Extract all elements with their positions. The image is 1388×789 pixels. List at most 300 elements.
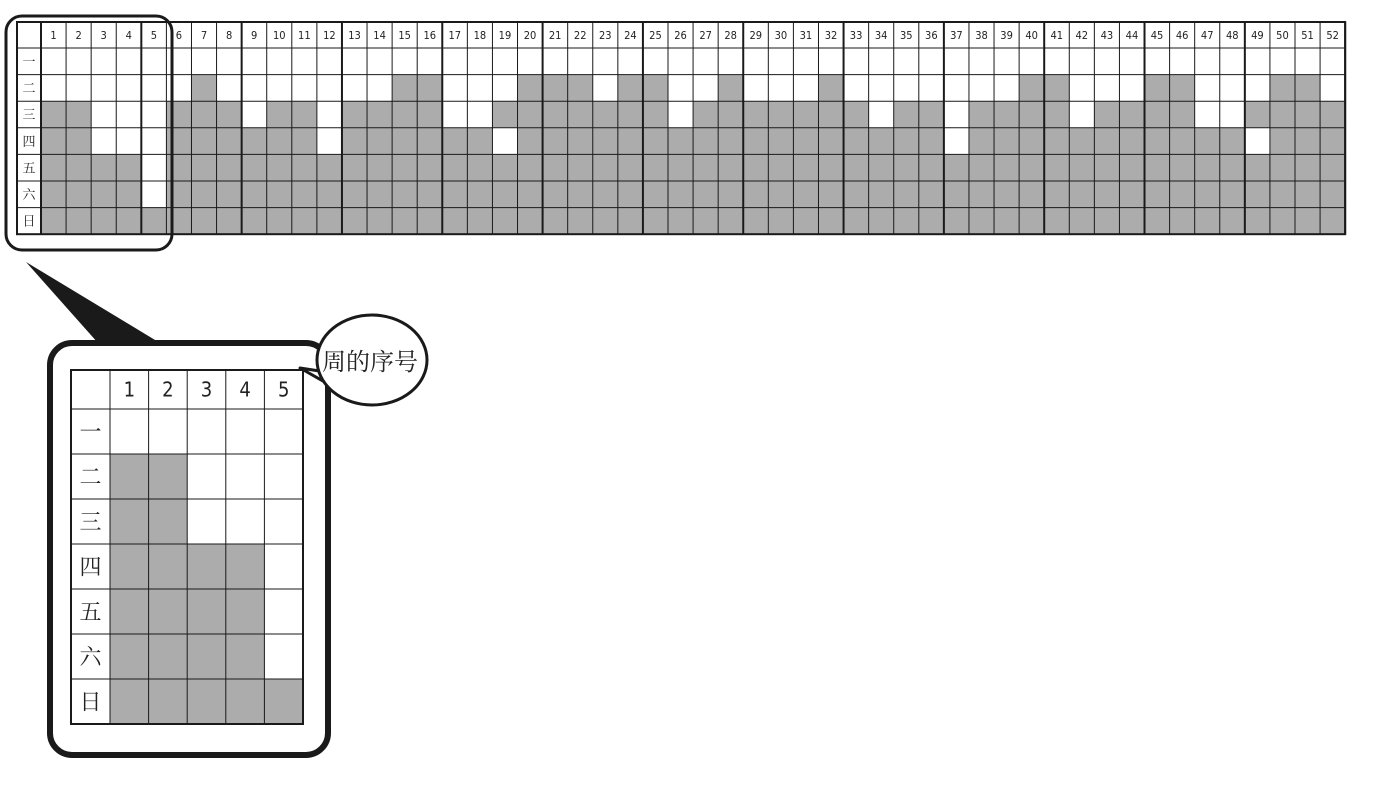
main-cell-w44-d2 bbox=[1119, 75, 1144, 102]
main-cell-w30-d1 bbox=[768, 48, 793, 75]
main-cell-w10-d4 bbox=[267, 128, 292, 155]
main-cell-w4-d3 bbox=[116, 101, 141, 128]
main-week-number: 7 bbox=[200, 28, 208, 42]
main-cell-w26-d7 bbox=[668, 208, 693, 235]
main-cell-w3-d4 bbox=[91, 128, 116, 155]
main-week-number: 32 bbox=[824, 28, 838, 42]
main-cell-w39-d1 bbox=[994, 48, 1019, 75]
main-cell-w40-d3 bbox=[1019, 101, 1044, 128]
main-cell-w42-d5 bbox=[1069, 154, 1094, 181]
zoom-cell-w1-d5 bbox=[110, 589, 149, 634]
main-cell-w45-d3 bbox=[1145, 101, 1170, 128]
zoom-week-number: 5 bbox=[277, 377, 290, 402]
main-cell-w13-d3 bbox=[342, 101, 367, 128]
main-week-number: 42 bbox=[1075, 28, 1089, 42]
main-cell-w35-d6 bbox=[894, 181, 919, 208]
main-cell-w11-d7 bbox=[292, 208, 317, 235]
zoom-week-number: 1 bbox=[123, 377, 136, 402]
main-cell-w41-d5 bbox=[1044, 154, 1069, 181]
main-cell-w5-d2 bbox=[141, 75, 166, 102]
main-cell-w16-d1 bbox=[417, 48, 442, 75]
main-cell-w28-d1 bbox=[718, 48, 743, 75]
main-cell-w12-d5 bbox=[317, 154, 342, 181]
main-cell-w28-d3 bbox=[718, 101, 743, 128]
main-week-number: 18 bbox=[473, 28, 487, 42]
zoom-day-label: 四 bbox=[79, 555, 102, 581]
main-cell-w9-d2 bbox=[242, 75, 267, 102]
zoom-day-label: 日 bbox=[79, 690, 102, 716]
main-cell-w32-d2 bbox=[818, 75, 843, 102]
main-cell-w7-d2 bbox=[191, 75, 216, 102]
main-cell-w52-d6 bbox=[1320, 181, 1345, 208]
main-cell-w27-d4 bbox=[693, 128, 718, 155]
main-cell-w38-d2 bbox=[969, 75, 994, 102]
main-cell-w36-d5 bbox=[919, 154, 944, 181]
main-cell-w6-d7 bbox=[166, 208, 191, 235]
main-cell-w25-d3 bbox=[643, 101, 668, 128]
main-cell-w15-d2 bbox=[392, 75, 417, 102]
main-cell-w28-d6 bbox=[718, 181, 743, 208]
main-cell-w27-d3 bbox=[693, 101, 718, 128]
main-cell-w49-d2 bbox=[1245, 75, 1270, 102]
main-cell-w9-d7 bbox=[242, 208, 267, 235]
main-cell-w1-d5 bbox=[41, 154, 66, 181]
main-cell-w6-d5 bbox=[166, 154, 191, 181]
zoom-cell-w3-d7 bbox=[187, 679, 226, 724]
main-cell-w37-d2 bbox=[944, 75, 969, 102]
main-cell-w36-d1 bbox=[919, 48, 944, 75]
main-cell-w52-d1 bbox=[1320, 48, 1345, 75]
main-week-number: 6 bbox=[175, 28, 183, 42]
main-cell-w52-d7 bbox=[1320, 208, 1345, 235]
main-week-number: 30 bbox=[774, 28, 788, 42]
main-cell-w7-d7 bbox=[191, 208, 216, 235]
main-cell-w26-d3 bbox=[668, 101, 693, 128]
main-week-number: 46 bbox=[1175, 28, 1189, 42]
main-cell-w30-d5 bbox=[768, 154, 793, 181]
zoom-cell-w2-d3 bbox=[149, 499, 188, 544]
zoom-cell-w3-d2 bbox=[187, 454, 226, 499]
main-cell-w22-d5 bbox=[568, 154, 593, 181]
main-cell-w23-d7 bbox=[593, 208, 618, 235]
main-cell-w52-d4 bbox=[1320, 128, 1345, 155]
main-cell-w47-d5 bbox=[1195, 154, 1220, 181]
main-cell-w24-d2 bbox=[618, 75, 643, 102]
main-cell-w47-d1 bbox=[1195, 48, 1220, 75]
main-week-number: 9 bbox=[251, 28, 258, 42]
main-week-number: 10 bbox=[272, 28, 286, 42]
main-cell-w52-d3 bbox=[1320, 101, 1345, 128]
main-cell-w42-d1 bbox=[1069, 48, 1094, 75]
zoom-cell-w5-d1 bbox=[264, 409, 303, 454]
main-cell-w34-d6 bbox=[869, 181, 894, 208]
main-day-label: 二 bbox=[22, 81, 36, 97]
main-cell-w15-d7 bbox=[392, 208, 417, 235]
main-week-number: 5 bbox=[150, 28, 158, 42]
main-cell-w3-d3 bbox=[91, 101, 116, 128]
main-cell-w25-d5 bbox=[643, 154, 668, 181]
main-cell-w47-d3 bbox=[1195, 101, 1220, 128]
zoom-cell-w4-d5 bbox=[226, 589, 265, 634]
main-cell-w27-d1 bbox=[693, 48, 718, 75]
main-cell-w8-d3 bbox=[217, 101, 242, 128]
main-cell-w19-d3 bbox=[492, 101, 517, 128]
main-cell-w38-d4 bbox=[969, 128, 994, 155]
main-cell-w48-d5 bbox=[1220, 154, 1245, 181]
main-cell-w50-d6 bbox=[1270, 181, 1295, 208]
main-cell-w36-d2 bbox=[919, 75, 944, 102]
main-cell-w15-d5 bbox=[392, 154, 417, 181]
main-cell-w47-d2 bbox=[1195, 75, 1220, 102]
main-cell-w15-d1 bbox=[392, 48, 417, 75]
main-cell-w45-d4 bbox=[1145, 128, 1170, 155]
main-cell-w29-d4 bbox=[743, 128, 768, 155]
main-cell-w5-d6 bbox=[141, 181, 166, 208]
main-week-number: 34 bbox=[874, 28, 888, 42]
main-cell-w51-d6 bbox=[1295, 181, 1320, 208]
main-cell-w2-d7 bbox=[66, 208, 91, 235]
zoom-week-number: 2 bbox=[162, 377, 174, 402]
main-cell-w8-d4 bbox=[217, 128, 242, 155]
main-cell-w6-d6 bbox=[166, 181, 191, 208]
main-cell-w43-d1 bbox=[1094, 48, 1119, 75]
main-cell-w48-d6 bbox=[1220, 181, 1245, 208]
main-cell-w27-d7 bbox=[693, 208, 718, 235]
main-cell-w26-d4 bbox=[668, 128, 693, 155]
main-cell-w42-d4 bbox=[1069, 128, 1094, 155]
main-cell-w28-d4 bbox=[718, 128, 743, 155]
main-cell-w16-d4 bbox=[417, 128, 442, 155]
zoom-cell-w1-d3 bbox=[110, 499, 149, 544]
main-cell-w33-d1 bbox=[844, 48, 869, 75]
main-week-number: 17 bbox=[448, 28, 462, 42]
zoom-cell-w5-d6 bbox=[264, 634, 303, 679]
main-cell-w46-d2 bbox=[1170, 75, 1195, 102]
main-cell-w1-d1 bbox=[41, 48, 66, 75]
main-cell-w35-d4 bbox=[894, 128, 919, 155]
main-cell-w38-d7 bbox=[969, 208, 994, 235]
main-cell-w8-d2 bbox=[217, 75, 242, 102]
main-cell-w8-d6 bbox=[217, 181, 242, 208]
main-cell-w26-d2 bbox=[668, 75, 693, 102]
main-week-number: 49 bbox=[1251, 28, 1264, 42]
callout-bubble bbox=[300, 315, 427, 405]
main-cell-w3-d6 bbox=[91, 181, 116, 208]
main-cell-w45-d6 bbox=[1145, 181, 1170, 208]
main-cell-w52-d2 bbox=[1320, 75, 1345, 102]
main-cell-w39-d6 bbox=[994, 181, 1019, 208]
main-cell-w43-d5 bbox=[1094, 154, 1119, 181]
main-cell-w46-d5 bbox=[1170, 154, 1195, 181]
main-cell-w48-d7 bbox=[1220, 208, 1245, 235]
main-cell-w45-d5 bbox=[1145, 154, 1170, 181]
zoom-cell-w5-d4 bbox=[264, 544, 303, 589]
main-cell-w23-d2 bbox=[593, 75, 618, 102]
zoom-cell-w2-d2 bbox=[149, 454, 188, 499]
main-cell-w14-d4 bbox=[367, 128, 392, 155]
main-cell-w18-d3 bbox=[467, 101, 492, 128]
zoom-cell-w4-d7 bbox=[226, 679, 265, 724]
main-cell-w32-d5 bbox=[818, 154, 843, 181]
main-cell-w4-d7 bbox=[116, 208, 141, 235]
main-cell-w4-d2 bbox=[116, 75, 141, 102]
main-cell-w16-d5 bbox=[417, 154, 442, 181]
main-cell-w44-d1 bbox=[1119, 48, 1144, 75]
main-cell-w46-d7 bbox=[1170, 208, 1195, 235]
main-cell-w28-d2 bbox=[718, 75, 743, 102]
main-cell-w23-d4 bbox=[593, 128, 618, 155]
main-cell-w26-d1 bbox=[668, 48, 693, 75]
main-cell-w39-d3 bbox=[994, 101, 1019, 128]
main-cell-w15-d4 bbox=[392, 128, 417, 155]
main-cell-w26-d6 bbox=[668, 181, 693, 208]
main-cell-w20-d2 bbox=[518, 75, 543, 102]
main-cell-w43-d4 bbox=[1094, 128, 1119, 155]
main-day-label: 日 bbox=[22, 214, 36, 230]
main-week-number: 43 bbox=[1100, 28, 1114, 42]
main-cell-w23-d3 bbox=[593, 101, 618, 128]
main-cell-w22-d6 bbox=[568, 181, 593, 208]
main-cell-w7-d1 bbox=[191, 48, 216, 75]
main-cell-w13-d1 bbox=[342, 48, 367, 75]
zoom-day-label: 三 bbox=[79, 510, 102, 536]
main-cell-w19-d7 bbox=[492, 208, 517, 235]
main-cell-w37-d6 bbox=[944, 181, 969, 208]
main-cell-w31-d6 bbox=[793, 181, 818, 208]
main-cell-w7-d4 bbox=[191, 128, 216, 155]
main-cell-w36-d6 bbox=[919, 181, 944, 208]
zoom-cell-w1-d7 bbox=[110, 679, 149, 724]
main-cell-w26-d5 bbox=[668, 154, 693, 181]
main-week-number: 14 bbox=[373, 28, 386, 42]
main-cell-w42-d2 bbox=[1069, 75, 1094, 102]
main-cell-w46-d4 bbox=[1170, 128, 1195, 155]
main-cell-w3-d5 bbox=[91, 154, 116, 181]
zoom-cell-w1-d6 bbox=[110, 634, 149, 679]
zoom-cell-w1-d2 bbox=[110, 454, 149, 499]
main-cell-w39-d7 bbox=[994, 208, 1019, 235]
main-cell-w1-d3 bbox=[41, 101, 66, 128]
main-cell-w21-d6 bbox=[543, 181, 568, 208]
main-week-number: 40 bbox=[1025, 28, 1038, 42]
main-week-number: 47 bbox=[1200, 28, 1214, 42]
main-cell-w4-d6 bbox=[116, 181, 141, 208]
main-cell-w14-d3 bbox=[367, 101, 392, 128]
main-cell-w44-d4 bbox=[1119, 128, 1144, 155]
main-cell-w37-d1 bbox=[944, 48, 969, 75]
main-cell-w2-d1 bbox=[66, 48, 91, 75]
main-cell-w44-d7 bbox=[1119, 208, 1144, 235]
main-cell-w18-d5 bbox=[467, 154, 492, 181]
main-week-number: 22 bbox=[573, 28, 587, 42]
main-cell-w17-d7 bbox=[442, 208, 467, 235]
main-cell-w11-d5 bbox=[292, 154, 317, 181]
main-day-label: 六 bbox=[22, 187, 36, 203]
main-cell-w12-d2 bbox=[317, 75, 342, 102]
main-cell-w35-d1 bbox=[894, 48, 919, 75]
main-cell-w5-d7 bbox=[141, 208, 166, 235]
main-week-number: 33 bbox=[849, 28, 863, 42]
zoom-cell-w2-d7 bbox=[149, 679, 188, 724]
main-cell-w14-d6 bbox=[367, 181, 392, 208]
main-week-number: 13 bbox=[348, 28, 361, 42]
main-cell-w1-d2 bbox=[41, 75, 66, 102]
zoom-cell-w4-d6 bbox=[226, 634, 265, 679]
main-week-number: 52 bbox=[1326, 28, 1339, 42]
main-cell-w6-d4 bbox=[166, 128, 191, 155]
main-cell-w22-d7 bbox=[568, 208, 593, 235]
main-cell-w15-d3 bbox=[392, 101, 417, 128]
main-cell-w32-d7 bbox=[818, 208, 843, 235]
main-cell-w33-d5 bbox=[844, 154, 869, 181]
zoom-cell-w1-d1 bbox=[110, 409, 149, 454]
main-cell-w18-d2 bbox=[467, 75, 492, 102]
main-cell-w51-d7 bbox=[1295, 208, 1320, 235]
main-cell-w43-d2 bbox=[1094, 75, 1119, 102]
main-cell-w35-d7 bbox=[894, 208, 919, 235]
main-cell-w2-d3 bbox=[66, 101, 91, 128]
main-cell-w20-d3 bbox=[518, 101, 543, 128]
main-week-number: 3 bbox=[100, 28, 107, 42]
main-cell-w48-d4 bbox=[1220, 128, 1245, 155]
main-cell-w13-d5 bbox=[342, 154, 367, 181]
main-week-number: 11 bbox=[298, 28, 311, 42]
main-cell-w17-d5 bbox=[442, 154, 467, 181]
main-cell-w17-d6 bbox=[442, 181, 467, 208]
main-cell-w16-d6 bbox=[417, 181, 442, 208]
main-cell-w49-d3 bbox=[1245, 101, 1270, 128]
main-cell-w37-d4 bbox=[944, 128, 969, 155]
main-cell-w39-d4 bbox=[994, 128, 1019, 155]
main-cell-w10-d6 bbox=[267, 181, 292, 208]
main-cell-w37-d7 bbox=[944, 208, 969, 235]
main-cell-w41-d2 bbox=[1044, 75, 1069, 102]
main-cell-w9-d3 bbox=[242, 101, 267, 128]
zoom-cell-w4-d2 bbox=[226, 454, 265, 499]
main-cell-w21-d5 bbox=[543, 154, 568, 181]
main-cell-w32-d6 bbox=[818, 181, 843, 208]
main-cell-w12-d4 bbox=[317, 128, 342, 155]
main-cell-w33-d6 bbox=[844, 181, 869, 208]
main-week-number: 31 bbox=[799, 28, 813, 42]
main-day-label: 五 bbox=[22, 161, 36, 177]
main-cell-w47-d7 bbox=[1195, 208, 1220, 235]
main-day-label: 一 bbox=[22, 54, 36, 70]
main-cell-w24-d3 bbox=[618, 101, 643, 128]
main-week-number: 25 bbox=[649, 28, 662, 42]
main-cell-w41-d1 bbox=[1044, 48, 1069, 75]
main-cell-w4-d1 bbox=[116, 48, 141, 75]
main-cell-w40-d4 bbox=[1019, 128, 1044, 155]
main-week-number: 1 bbox=[50, 28, 57, 42]
main-cell-w22-d1 bbox=[568, 48, 593, 75]
main-cell-w42-d7 bbox=[1069, 208, 1094, 235]
main-cell-w3-d7 bbox=[91, 208, 116, 235]
main-week-number: 48 bbox=[1226, 28, 1239, 42]
main-cell-w49-d5 bbox=[1245, 154, 1270, 181]
main-cell-w46-d6 bbox=[1170, 181, 1195, 208]
main-cell-w50-d1 bbox=[1270, 48, 1295, 75]
main-week-number: 44 bbox=[1125, 28, 1139, 42]
main-cell-w51-d5 bbox=[1295, 154, 1320, 181]
main-cell-w13-d2 bbox=[342, 75, 367, 102]
main-cell-w21-d4 bbox=[543, 128, 568, 155]
main-cell-w41-d4 bbox=[1044, 128, 1069, 155]
main-cell-w2-d2 bbox=[66, 75, 91, 102]
main-cell-w23-d6 bbox=[593, 181, 618, 208]
main-cell-w17-d1 bbox=[442, 48, 467, 75]
main-cell-w32-d3 bbox=[818, 101, 843, 128]
main-week-number: 38 bbox=[975, 28, 988, 42]
main-cell-w38-d3 bbox=[969, 101, 994, 128]
main-cell-w9-d1 bbox=[242, 48, 267, 75]
main-cell-w12-d6 bbox=[317, 181, 342, 208]
main-cell-w20-d1 bbox=[518, 48, 543, 75]
main-cell-w18-d7 bbox=[467, 208, 492, 235]
main-cell-w30-d2 bbox=[768, 75, 793, 102]
main-cell-w6-d2 bbox=[166, 75, 191, 102]
main-cell-w10-d3 bbox=[267, 101, 292, 128]
main-cell-w51-d3 bbox=[1295, 101, 1320, 128]
main-cell-w10-d1 bbox=[267, 48, 292, 75]
zoom-day-label: 一 bbox=[79, 420, 102, 446]
main-cell-w33-d7 bbox=[844, 208, 869, 235]
main-cell-w51-d1 bbox=[1295, 48, 1320, 75]
main-cell-w11-d6 bbox=[292, 181, 317, 208]
main-cell-w49-d6 bbox=[1245, 181, 1270, 208]
main-week-number: 51 bbox=[1301, 28, 1314, 42]
main-cell-w20-d5 bbox=[518, 154, 543, 181]
main-cell-w48-d3 bbox=[1220, 101, 1245, 128]
zoom-cell-w5-d3 bbox=[264, 499, 303, 544]
main-cell-w14-d1 bbox=[367, 48, 392, 75]
main-cell-w34-d5 bbox=[869, 154, 894, 181]
main-cell-w22-d4 bbox=[568, 128, 593, 155]
main-cell-w36-d3 bbox=[919, 101, 944, 128]
main-week-number: 29 bbox=[749, 28, 763, 42]
main-cell-w18-d6 bbox=[467, 181, 492, 208]
zoom-day-label: 二 bbox=[79, 465, 102, 491]
main-cell-w25-d4 bbox=[643, 128, 668, 155]
main-cell-w8-d7 bbox=[217, 208, 242, 235]
main-cell-w31-d2 bbox=[793, 75, 818, 102]
main-day-label: 三 bbox=[22, 108, 36, 124]
main-cell-w20-d6 bbox=[518, 181, 543, 208]
main-cell-w37-d5 bbox=[944, 154, 969, 181]
main-cell-w37-d3 bbox=[944, 101, 969, 128]
main-cell-w22-d2 bbox=[568, 75, 593, 102]
main-cell-w27-d6 bbox=[693, 181, 718, 208]
main-cell-w38-d5 bbox=[969, 154, 994, 181]
main-cell-w18-d1 bbox=[467, 48, 492, 75]
main-cell-w43-d3 bbox=[1094, 101, 1119, 128]
main-cell-w52-d5 bbox=[1320, 154, 1345, 181]
zoom-cell-w4-d4 bbox=[226, 544, 265, 589]
zoom-cell-w3-d1 bbox=[187, 409, 226, 454]
main-cell-w23-d5 bbox=[593, 154, 618, 181]
main-cell-w33-d4 bbox=[844, 128, 869, 155]
main-cell-w49-d1 bbox=[1245, 48, 1270, 75]
main-cell-w21-d7 bbox=[543, 208, 568, 235]
zoomed-week-grid bbox=[71, 370, 303, 724]
main-cell-w1-d6 bbox=[41, 181, 66, 208]
main-cell-w31-d1 bbox=[793, 48, 818, 75]
main-cell-w29-d2 bbox=[743, 75, 768, 102]
main-cell-w13-d6 bbox=[342, 181, 367, 208]
main-cell-w15-d6 bbox=[392, 181, 417, 208]
main-cell-w9-d4 bbox=[242, 128, 267, 155]
main-cell-w21-d3 bbox=[543, 101, 568, 128]
